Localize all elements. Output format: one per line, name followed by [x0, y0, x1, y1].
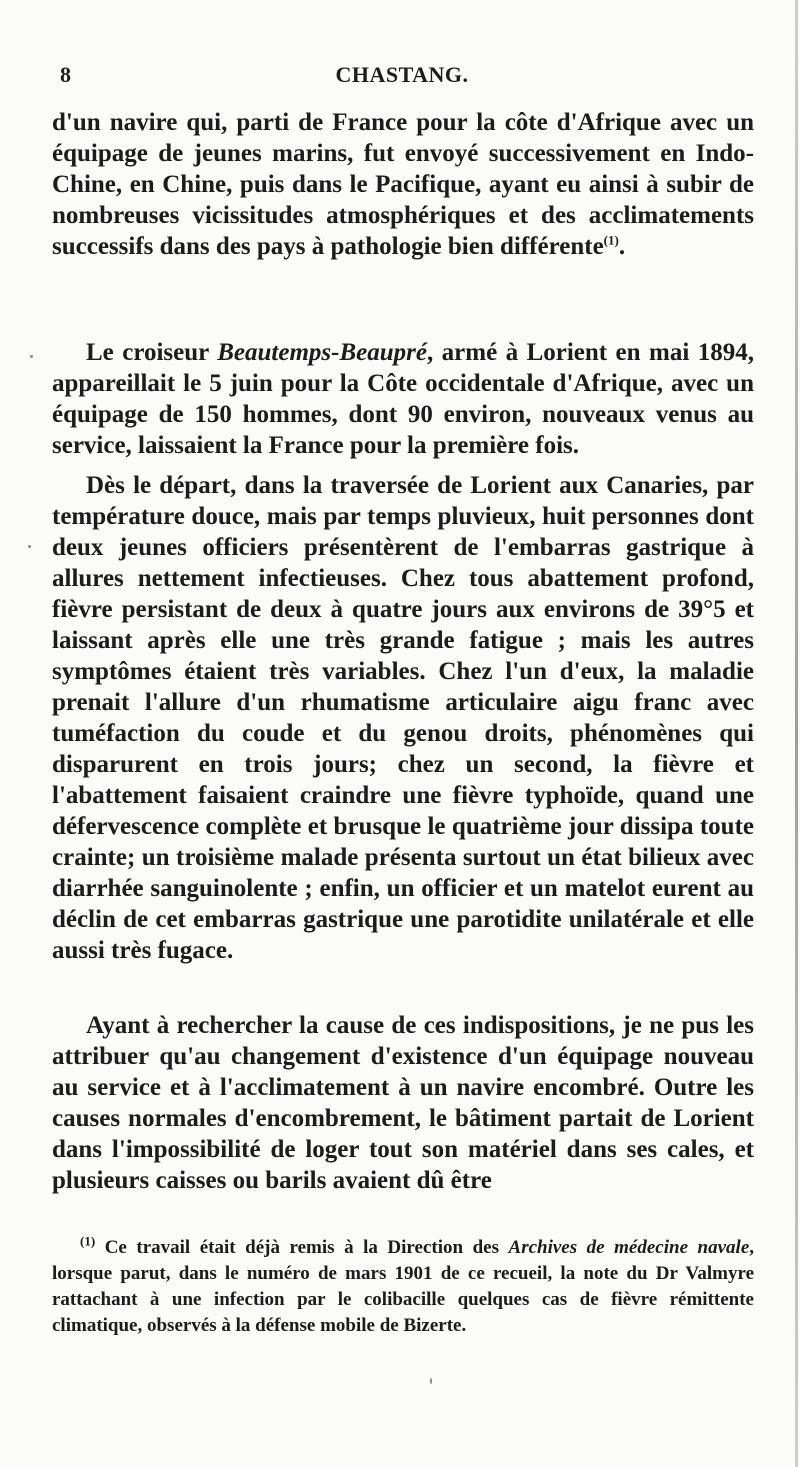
- footnote-reference: (1): [603, 232, 619, 248]
- paragraph-2-rest: , armé à Lorient en mai 1894, appareillait le 5 juin pour la Côte occidentale d'Afrique, avec un équipage de 150 hommes, dont 90 environ, nouveaux venus au service, laissaient la France pour la première fois.: [52, 339, 754, 459]
- running-head: CHASTANG.: [335, 62, 469, 87]
- paragraph-3-text: Dès le départ, dans la traversée de Lorient aux Canaries, par température douce, mais par temps pluvieux, huit personnes dont deux jeunes officiers présentèrent de l'embarras gastrique à allures nettement infectieuses. Chez tous abattement profond, fièvre persistant de deux à quatre jours aux environs de 39°5 et laissant après elle une très grande fatigue ; mais les autres symptômes étaient très variables. Chez l'un d'eux, la maladie prenait l'allure d'un rhumatisme articulaire aigu franc avec tuméfaction du coude et du genou droits, phénomènes qui disparurent en trois jours; chez un second, la fièvre et l'abattement faisaient craindre une fièvre typhoïde, quand une défervescence complète et brusque le quatrième jour dissipa toute crainte; un troisième malade présenta surtout un état bilieux avec diarrhée sanguinolente ; enfin, un officier et un matelot eurent au déclin de cet embarras gastrique une parotidite unilatérale et elle aussi très fugace.: [52, 472, 754, 964]
- page-header: [52, 58, 752, 98]
- paragraph-1-end: .: [618, 233, 626, 260]
- page-number: 8: [60, 62, 71, 87]
- scan-speck: [30, 355, 33, 358]
- paragraph-1-text: d'un navire qui, parti de France pour la côte d'Afrique avec un équipage de jeunes marins, fut envoyé successivement en Indo-Chine, en Chine, puis dans le Pacifique, ayant eu ainsi à subir de nombreuses vicissitudes atmosphériques et des acclimatements successifs dans des pays à pathologie bien différente: [52, 109, 754, 260]
- footnote-marker: (1): [80, 1233, 96, 1249]
- scan-speck: [430, 1378, 432, 1384]
- page-edge-shadow: [795, 0, 798, 1467]
- footnote-lead: Ce travail était déjà remis à la Direction des: [95, 1237, 509, 1258]
- paragraph-4-text: Ayant à rechercher la cause de ces indispositions, je ne pus les attribuer qu'au changement d'existence d'un équipage nouveau au service et à l'acclimatement à un navire encombré. Outre les causes normales d'encombrement, le bâtiment partait de Lorient dans l'impossibilité de loger tout son matériel dans ses cales, et plusieurs caisses ou barils avaient dû être: [52, 1012, 754, 1194]
- footnote-rest: , lorsque parut, dans le numéro de mars 1901 de ce recueil, la note du Dr Valmyre rattachant à une infection par le colibacille quelques cas de fièvre rémittente climatique, observés à la défense mobile de Bizerte.: [52, 1237, 754, 1336]
- paragraph-1: [52, 107, 754, 262]
- paragraph-3: [52, 470, 754, 966]
- paragraph-4: [52, 1010, 754, 1196]
- footnote: [52, 1235, 754, 1339]
- ship-name: Beautemps-Beaupré: [217, 339, 427, 366]
- paragraph-2-lead: Le croiseur: [86, 339, 218, 366]
- footnote-journal: Archives de médecine navale: [508, 1237, 750, 1258]
- scan-speck: [28, 545, 31, 548]
- paragraph-2: [52, 337, 754, 461]
